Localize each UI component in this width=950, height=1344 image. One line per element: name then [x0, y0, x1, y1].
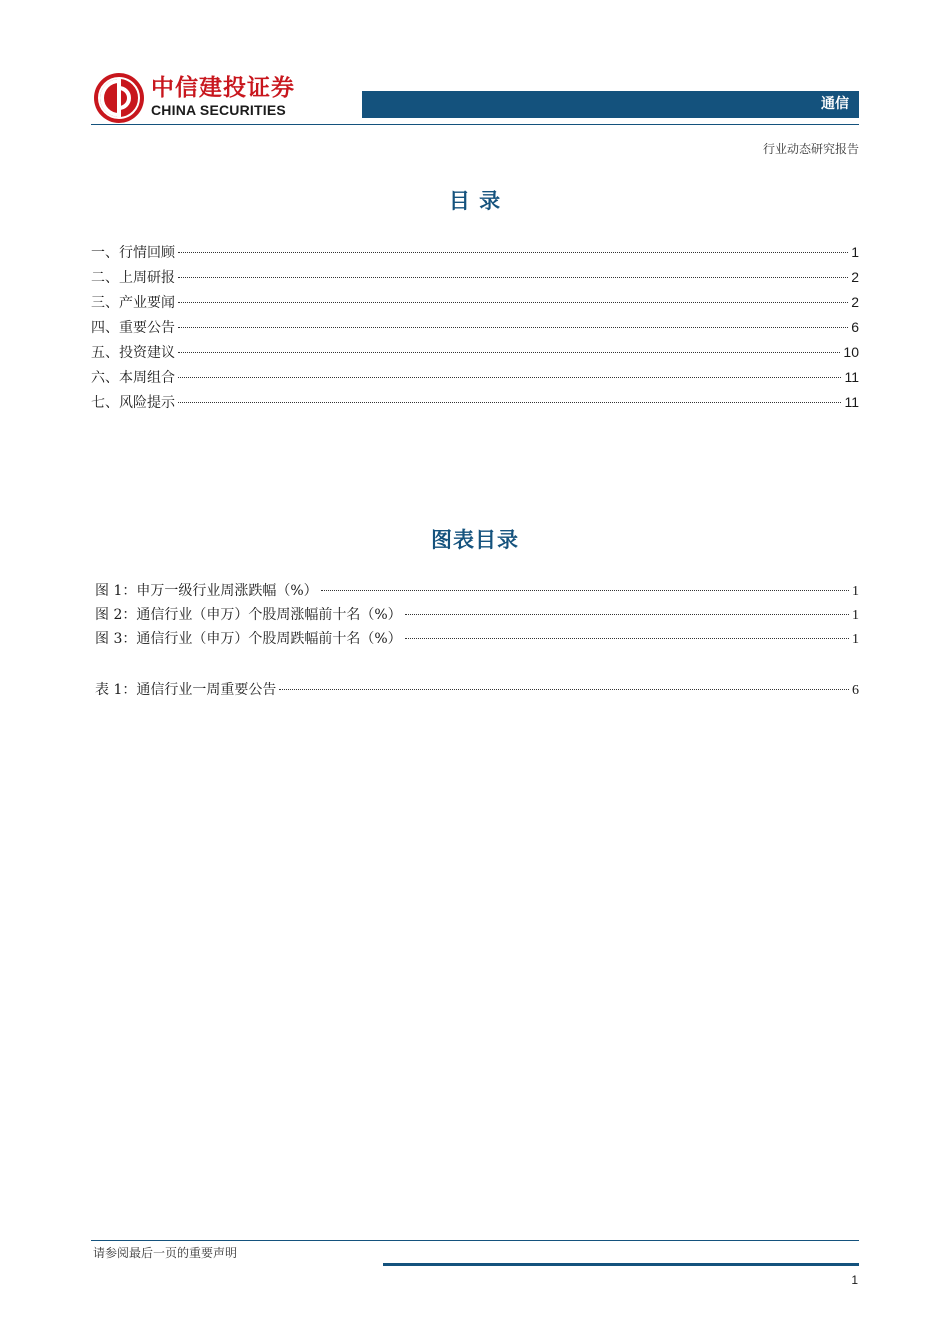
toc-entry-page: 2 — [851, 269, 859, 285]
dot-leader — [178, 352, 840, 353]
figure-entry[interactable] — [95, 605, 859, 629]
toc-entry[interactable] — [91, 317, 859, 342]
toc-entry-page: 6 — [851, 319, 859, 335]
dot-leader — [178, 327, 848, 328]
toc-title: 目 录 — [448, 189, 502, 213]
figure-entry-page: 1 — [852, 632, 859, 647]
page-number: 1 — [851, 1273, 858, 1287]
china-securities-logo-icon — [93, 72, 145, 124]
toc-entry-page: 11 — [844, 394, 859, 410]
toc-entry[interactable] — [91, 342, 859, 367]
toc-list — [91, 242, 859, 417]
toc-entry-label: 四、重要公告 — [91, 320, 175, 336]
figure-entry-label: 图 3：通信行业（申万）个股周跌幅前十名（%） — [95, 631, 402, 647]
figure-entry[interactable] — [95, 629, 859, 653]
toc-entry-page: 2 — [851, 294, 859, 310]
dot-leader — [178, 402, 841, 403]
dot-leader — [178, 377, 841, 378]
dot-leader — [321, 590, 849, 591]
disclaimer-note: 请参阅最后一页的重要声明 — [93, 1246, 238, 1260]
table-index-list — [95, 680, 859, 704]
toc-entry[interactable] — [91, 242, 859, 267]
table-entry[interactable] — [95, 680, 859, 704]
toc-entry-label: 二、上周研报 — [91, 270, 175, 286]
dot-leader — [405, 638, 849, 639]
figure-index-title: 图表目录 — [431, 528, 519, 552]
toc-entry-label: 七、风险提示 — [91, 395, 175, 411]
toc-entry[interactable] — [91, 392, 859, 417]
toc-entry-label: 六、本周组合 — [91, 370, 175, 386]
dot-leader — [178, 302, 848, 303]
dot-leader — [279, 689, 849, 690]
figure-entry[interactable] — [95, 581, 859, 605]
toc-entry-label: 三、产业要闻 — [91, 295, 175, 311]
figure-entry-label: 图 1：申万一级行业周涨跌幅（%） — [95, 583, 318, 599]
table-entry-page: 6 — [852, 683, 859, 698]
sector-label: 通信 — [821, 96, 849, 112]
dot-leader — [405, 614, 849, 615]
toc-entry-page: 11 — [844, 369, 859, 385]
toc-entry-page: 1 — [851, 244, 859, 260]
report-type-label: 行业动态研究报告 — [762, 142, 859, 156]
sector-banner — [362, 91, 859, 118]
figure-entry-label: 图 2：通信行业（申万）个股周涨幅前十名（%） — [95, 607, 402, 623]
toc-entry[interactable] — [91, 367, 859, 392]
brand-name-english: CHINA SECURITIES — [151, 102, 286, 118]
dot-leader — [178, 252, 848, 253]
toc-entry-label: 五、投资建议 — [91, 345, 175, 361]
toc-entry-label: 一、行情回顾 — [91, 245, 175, 261]
brand-name-chinese: 中信建投证券 — [151, 75, 295, 101]
figure-entry-page: 1 — [852, 608, 859, 623]
header-divider — [91, 124, 859, 125]
table-entry-label: 表 1：通信行业一周重要公告 — [95, 682, 277, 698]
figure-entry-page: 1 — [852, 584, 859, 599]
dot-leader — [178, 277, 848, 278]
toc-entry[interactable] — [91, 292, 859, 317]
toc-entry-page: 10 — [843, 344, 859, 360]
toc-entry[interactable] — [91, 267, 859, 292]
footer-accent-bar — [383, 1263, 859, 1266]
figure-index-list — [95, 581, 859, 653]
footer-divider — [91, 1240, 859, 1241]
